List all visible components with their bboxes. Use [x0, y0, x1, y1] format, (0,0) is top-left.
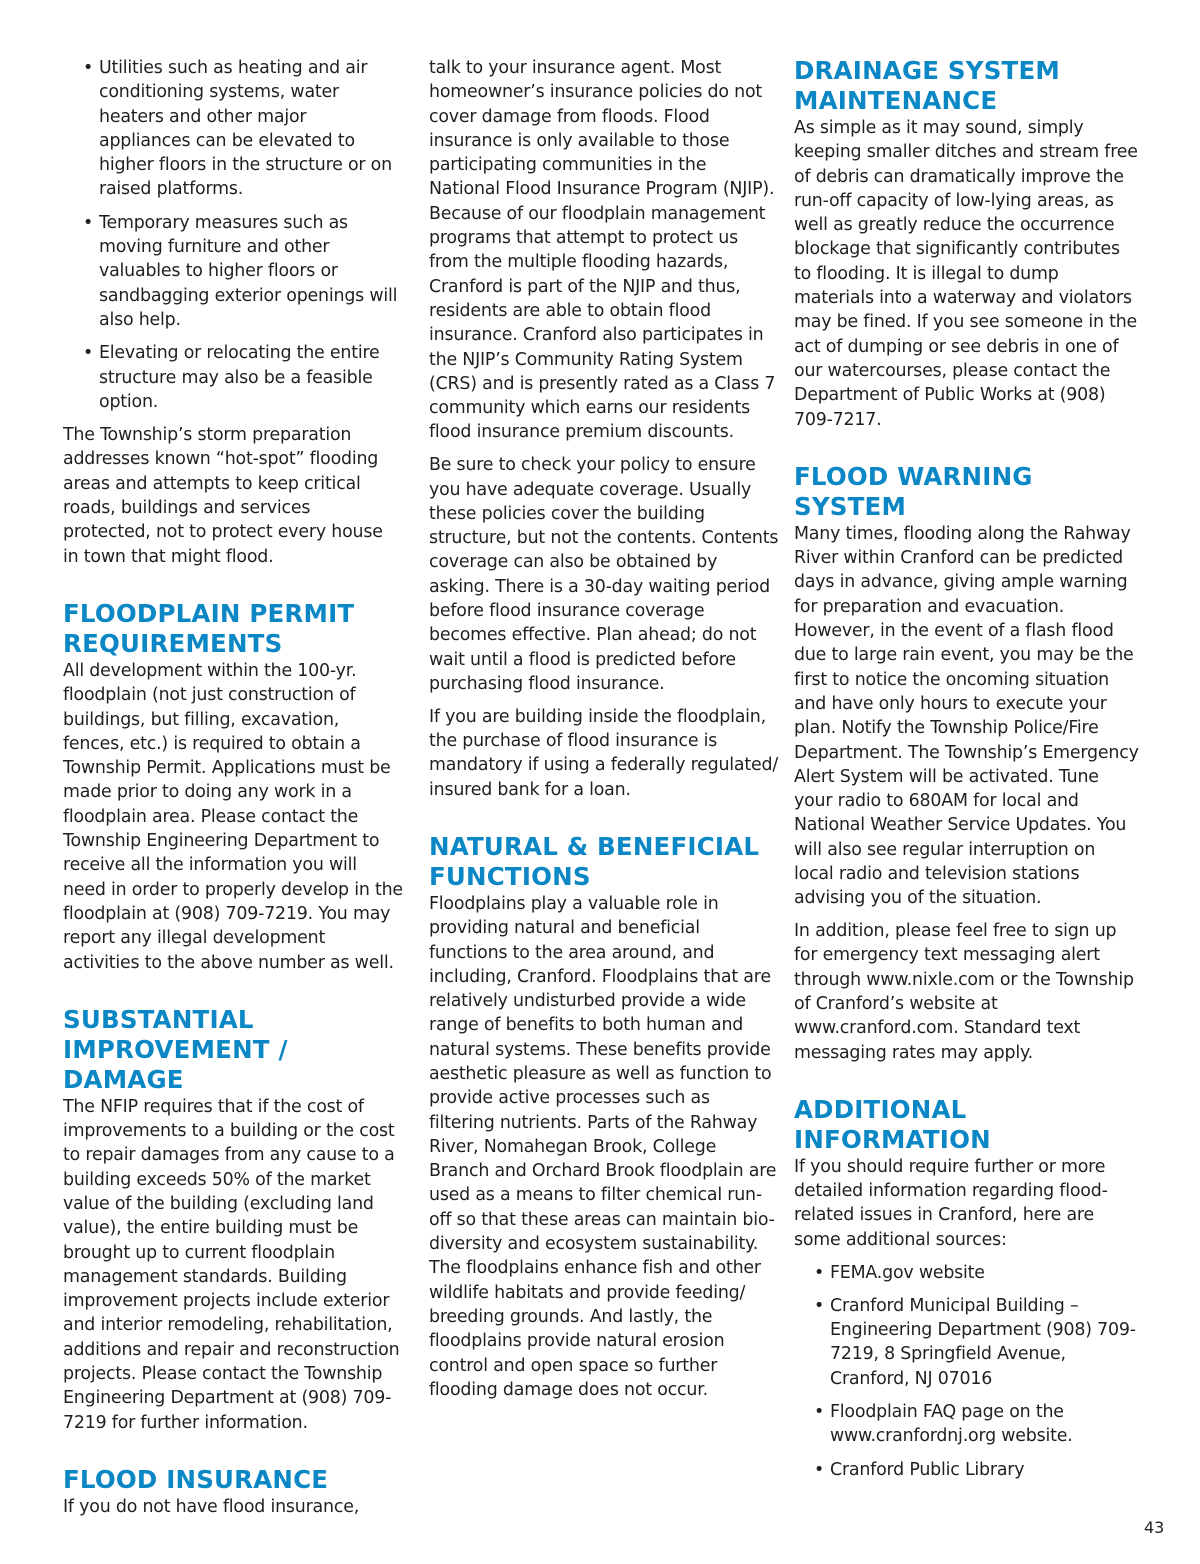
flood-warning-heading: FLOOD WARNING SYSTEM — [794, 461, 1033, 521]
flood-warning-paragraph: Many times, flooding along the Rahway River within Cranford can be predicted days in advance, giving ample warning for preparation and evacuation. However, in the event of a flash flood due to large rain event, you may be the first to notice the oncoming situation and have only hours to execute your plan. Notify the Township Police/Fire Department. The Township’s Emergency Alert System will be activated. Tune your radio to 680AM for local and National Weather Service Updates. You will also see regular interruption on local radio and television stations advising you of the situation. — [794, 523, 1139, 909]
additional-info-body: If you should require further or more detailed information regarding flood-related issues in Cranford, here are some additional sources: — [794, 1156, 1108, 1250]
additional-sources-list — [794, 1261, 1139, 1482]
flood-insurance-body-start: If you do not have flood insurance, — [63, 1496, 360, 1517]
list-item: • Temporary measures such as moving furniture and other valuables to higher floors or sandbagging exterior openings will also help. — [83, 211, 403, 332]
storm-preparation-paragraph: The Township’s storm preparation addresses known “hot-spot” flooding areas and attempts to keep critical roads, buildings and services protected, not to protect every house in town that might flood. — [63, 425, 383, 567]
column-right — [794, 56, 1139, 1491]
flood-insurance-paragraph: talk to your insurance agent. Most homeowner’s insurance policies do not cover damage from floods. Flood insurance is only available to those participating communities in the National Flood Insurance Program (NJIP). Because of our floodplain management programs that attempt to protect us from the multiple flooding hazards, Cranford is part of the NJIP and thus, residents are able to obtain flood insurance. Cranford also participates in the NJIP’s Community Rating System (CRS) and is presently rated as a Class 7 community which earns our residents flood insurance premium discounts. — [429, 58, 776, 443]
flood-warning-paragraph: In addition, please feel free to sign up for emergency text messaging alert through www.nixle.com or the Township of Cranford’s website at www.cranford.com. Standard text messaging rates may apply. — [794, 921, 1134, 1063]
list-item: • Floodplain FAQ page on the www.cranfordnj.org website. — [814, 1400, 1139, 1449]
page-number: 43 — [1144, 1518, 1165, 1537]
flood-insurance-paragraph: Be sure to check your policy to ensure you have adequate coverage. Usually these policies cover the building structure, but not the contents. Contents coverage can also be obtained by asking. There is a 30-day waiting period before flood insurance coverage becomes effective. Plan ahead; do not wait until a flood is predicted before purchasing flood insurance. — [429, 455, 779, 694]
column-middle — [429, 56, 779, 1411]
substantial-improvement-body: The NFIP requires that if the cost of improvements to a building or the cost to repair damages from any cause to a building exceeds 50% of the market value of the building (excluding land value), the entire building must be brought up to current floodplain management standards. Building improvement projects include exterior and interior remodeling, rehabilitation, additions and repair and reconstruction projects. Please contact the Township Engineering Department at (908) 709-7219 for further information. — [63, 1096, 400, 1433]
flood-insurance-paragraph: If you are building inside the floodplain, the purchase of flood insurance is mandatory if using a federally regulated/ insured bank for a loan. — [429, 706, 778, 800]
column-left — [63, 56, 403, 1528]
list-item: • FEMA.gov website — [814, 1261, 1139, 1285]
substantial-improvement-heading: SUBSTANTIAL IMPROVEMENT / DAMAGE — [63, 1004, 288, 1094]
list-item: • Elevating or relocating the entire structure may also be a feasible option. — [83, 341, 403, 414]
natural-beneficial-body: Floodplains play a valuable role in providing natural and beneficial functions to the area around, and including, Cranford. Floodplains that are relatively undisturbed provide a wide range of benefits to both human and natural systems. These benefits provide aesthetic pleasure as well as function to provide active processes such as filtering nutrients. Parts of the Rahway River, Nomahegan Brook, College Branch and Orchard Brook floodplain are used as a means to filter chemical run-off so that these areas can maintain bio-diversity and ecosystem sustainability. The floodplains enhance fish and other wildlife habitats and provide feeding/ breeding grounds. And lastly, the floodplains provide natural erosion control and open space so further flooding damage does not occur. — [429, 893, 777, 1400]
flood-insurance-heading: FLOOD INSURANCE — [63, 1464, 329, 1494]
drainage-heading: DRAINAGE SYSTEM MAINTENANCE — [794, 56, 1060, 115]
protection-measures-list — [63, 56, 403, 414]
list-item: • Cranford Public Library — [814, 1458, 1139, 1482]
list-item: • Utilities such as heating and air conditioning systems, water heaters and other major appliances can be elevated to higher floors in the structure or on raised platforms. — [83, 56, 403, 202]
additional-info-heading: ADDITIONAL INFORMATION — [794, 1094, 991, 1154]
floodplain-permit-heading: FLOODPLAIN PERMIT REQUIREMENTS — [63, 598, 355, 658]
list-item: • Cranford Municipal Building – Engineering Department (908) 709-7219, 8 Springfield Avenue, Cranford, NJ 07016 — [814, 1294, 1139, 1391]
natural-beneficial-heading: NATURAL & BENEFICIAL FUNCTIONS — [429, 831, 760, 891]
drainage-body: As simple as it may sound, simply keeping smaller ditches and stream free of debris can dramatically improve the run-off capacity of low-lying areas, as well as greatly reduce the occurrence blockage that significantly contributes to flooding. It is illegal to dump materials into a waterway and violators may be fined. If you see someone in the act of dumping or see debris in one of our watercourses, please contact the Department of Public Works at (908) 709-7217. — [794, 118, 1138, 430]
floodplain-permit-body: All development within the 100-yr. floodplain (not just construction of buildings, but filling, excavation, fences, etc.) is required to obtain a Township Permit. Applications must be made prior to doing any work in a floodplain area. Please contact the Township Engineering Department to receive all the information you will need in order to properly develop in the floodplain at (908) 709-7219. You may report any illegal development activities to the above number as well. — [63, 660, 403, 973]
